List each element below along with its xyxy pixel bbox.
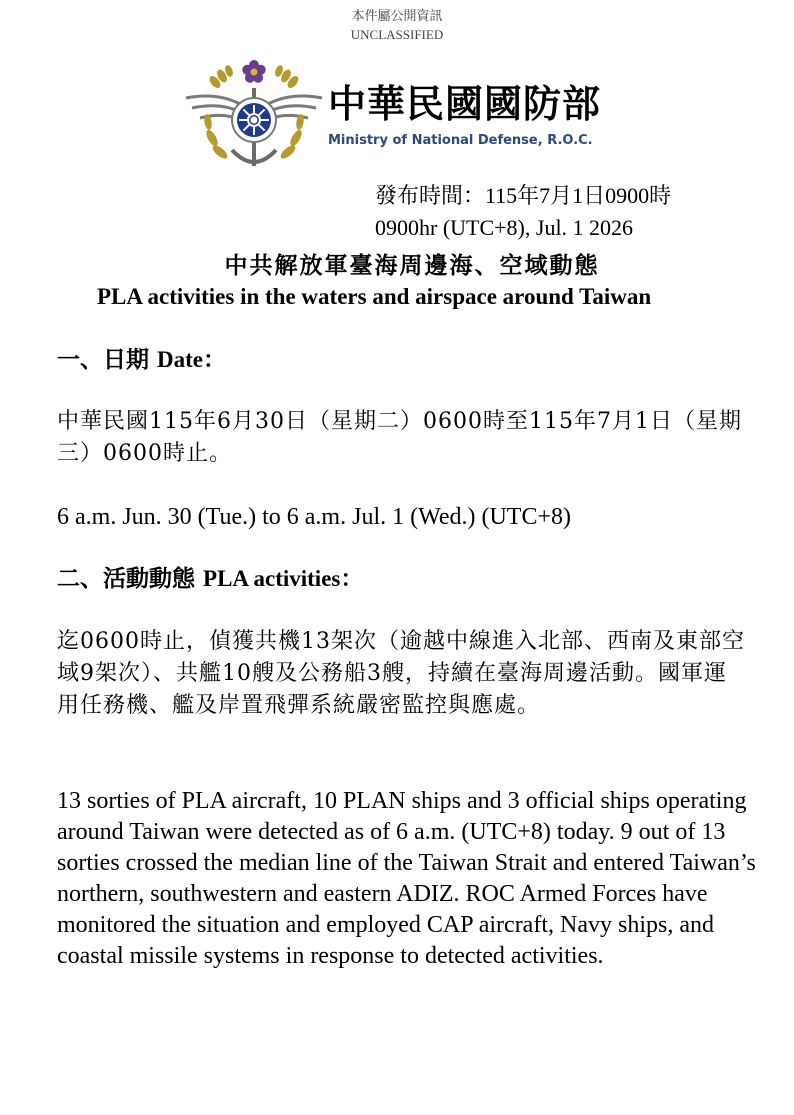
section-date-body-en: 6 a.m. Jun. 30 (Tue.) to 6 a.m. Jul. 1 (Wed.) (UTC+8) [57, 504, 571, 530]
document-title-zh: 中共解放軍臺海周邊海、空域動態 [224, 252, 600, 279]
section-activities-heading-en: PLA activities [203, 566, 341, 591]
classification-en: UNCLASSIFIED [350, 27, 444, 42]
section-date-body-zh: 中華民國115年6月30日（星期二）0600時至115年7月1日（星期三）0600時止。 [57, 409, 742, 466]
section-date-heading-zh: 一、日期 [57, 346, 149, 373]
mnd-emblem-icon [182, 58, 326, 176]
release-time-zh: 發布時間：115年7月1日0900時 [375, 183, 672, 208]
section-activities-body-en: 13 sorties of PLA aircraft, 10 PLAN ships and 3 official ships operating around Taiwan were detected as of 6 a.m. (UTC+8) today. 9 out of 13 sorties crossed the median line of the Taiwan Strait and entered Taiwan’s northern, southwestern and eastern ADIZ. ROC Armed Forces have monitored the situation and employed CAP aircraft, Navy ships, and coastal missile systems in response to detected activities. [57, 788, 756, 969]
document-title-en: PLA activities in the waters and airspace around Taiwan [97, 284, 652, 309]
section-activities-heading-zh: 二、活動動態 [57, 565, 195, 592]
release-time-en: 0900hr (UTC+8), Jul. 1 2026 [375, 215, 634, 240]
section-activities-body-zh: 迄0600時止，偵獲共機13架次（逾越中線進入北部、西南及東部空域9架次）、共艦10艘及公務船3艘，持續在臺海周邊活動。國軍運用任務機、艦及岸置飛彈系統嚴密監控與應處。 [57, 629, 745, 718]
ministry-name-zh: 中華民國國防部 [328, 82, 602, 126]
section-date-heading-colon: ： [203, 346, 226, 373]
section-date-heading-en: Date [157, 347, 203, 372]
classification-zh: 本件屬公開資訊 [351, 8, 443, 23]
ministry-name-en: Ministry of National Defense, R.O.C. [328, 133, 593, 148]
section-activities-heading-colon: ： [340, 565, 364, 592]
section-activities-heading [57, 564, 363, 594]
section-date-heading [57, 345, 226, 375]
